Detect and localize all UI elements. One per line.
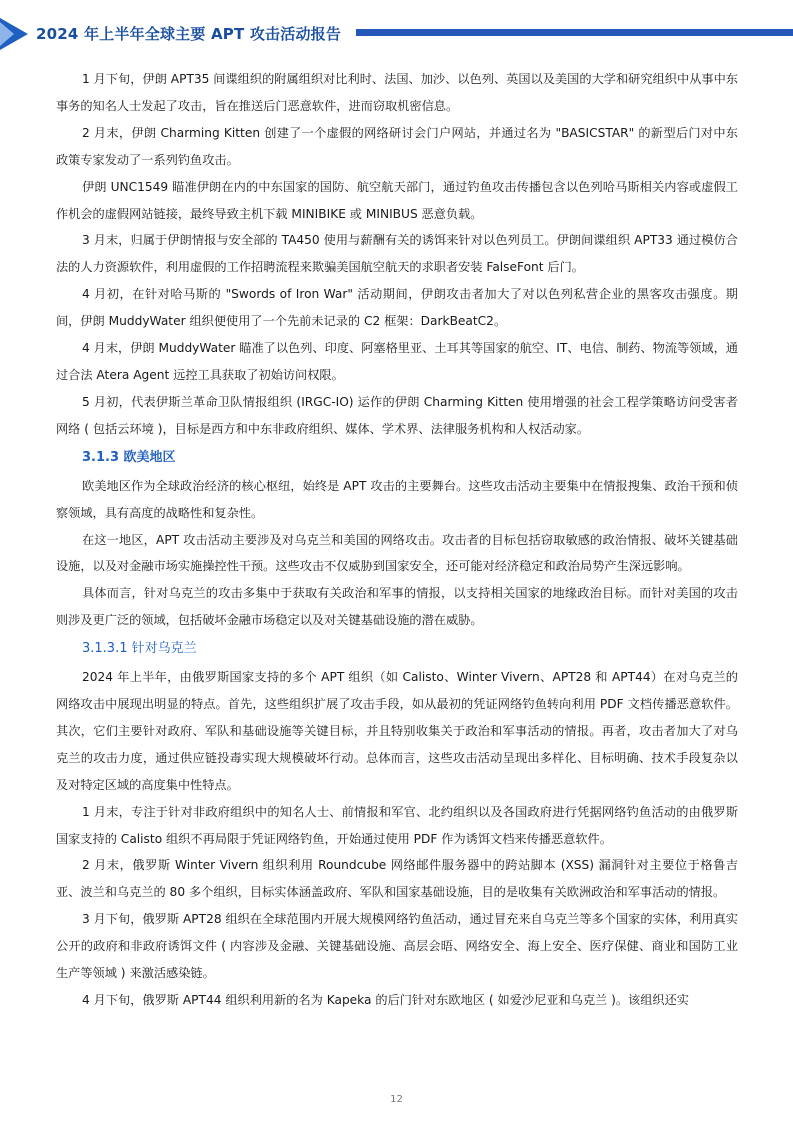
paragraph: 5 月初，代表伊斯兰革命卫队情报组织 (IRGC-IO) 运作的伊朗 Charming Kitten 使用增强的社会工程学策略访问受害者网络 ( 包括云环境 )，目标是西方和中东非政府组织、媒体、学术界、法律服务机构和人权活动家。 — [56, 394, 738, 436]
subsection-heading: 3.1.3.1 针对乌克兰 — [82, 641, 197, 657]
page-body — [56, 66, 738, 1014]
paragraph: 伊朗 UNC1549 瞄准伊朗在内的中东国家的国防、航空航天部门，通过钓鱼攻击传播包含以色列哈马斯相关内容或虚假工作机会的虚假网站链接，最终导致主机下载 MINIBIKE 或 MINIBUS 恶意负载。 — [56, 179, 738, 221]
paragraph: 1 月下旬，伊朗 APT35 间谍组织的附属组织对比利时、法国、加沙、以色列、英国以及美国的大学和研究组织中从事中东事务的知名人士发起了攻击，旨在推送后门恶意软件，进而窃取机密信息。 — [56, 72, 738, 113]
header-rule — [356, 29, 793, 36]
paragraph: 具体而言，针对乌克兰的攻击多集中于获取有关政治和军事的情报，以支持相关国家的地缘政治目标。而针对美国的攻击则涉及更广泛的领域，包括破坏金融市场稳定以及对关键基础设施的潜在威胁。 — [56, 586, 738, 628]
paragraph: 2 月末，伊朗 Charming Kitten 创建了一个虚假的网络研讨会门户网站，并通过名为 "BASICSTAR" 的新型后门对中东政策专家发动了一系列钓鱼攻击。 — [56, 125, 738, 167]
paragraph: 3 月末，归属于伊朗情报与安全部的 TA450 使用与薪酬有关的诱饵来针对以色列员工。伊朗间谍组织 APT33 通过模仿合法的人力资源软件，利用虚假的工作招聘流程来欺骗美国航空航天的求职者安装 FalseFont 后门。 — [56, 233, 738, 275]
report-title: 2024 年上半年全球主要 APT 攻击活动报告 — [36, 25, 342, 43]
header-arrow-highlight-icon — [0, 22, 14, 46]
paragraph: 4 月末，伊朗 MuddyWater 瞄准了以色列、印度、阿塞格里亚、土耳其等国家的航空、IT、电信、制药、物流等领域，通过合法 Atera Agent 远控工具获取了初始访问权限。 — [56, 341, 738, 382]
paragraph: 4 月下旬，俄罗斯 APT44 组织利用新的名为 Kapeka 的后门针对东欧地区 ( 如爱沙尼亚和乌克兰 )。该组织还实 — [82, 993, 689, 1007]
paragraph: 2024 年上半年，由俄罗斯国家支持的多个 APT 组织（如 Calisto、Winter Vivern、APT28 和 APT44）在对乌克兰的网络攻击中展现出明显的特点。首先，这些组织扩展了攻击手段，如从最初的凭证网络钓鱼转向利用 PDF 文档传播恶意软件。其次，它们主要针对政府、军队和基础设施等关键目标，并且特别收集关于政治和军事活动的情报。再者，攻击者加大了对乌克兰的攻击力度，通过供应链投毒实现大规模破坏行动。总体而言，这些攻击活动呈现出多样化、目标明确、技术手段复杂以及对特定区域的高度集中性特点。 — [56, 670, 738, 792]
paragraph: 1 月末，专注于针对非政府组织中的知名人士、前情报和军官、北约组织以及各国政府进行凭据网络钓鱼活动的由俄罗斯国家支持的 Calisto 组织不再局限于凭证网络钓鱼，开始通过使用 PDF 作为诱饵文档来传播恶意软件。 — [56, 804, 738, 846]
section-heading: 3.1.3 欧美地区 — [82, 449, 176, 465]
page-number: 12 — [390, 1094, 403, 1105]
paragraph: 2 月末，俄罗斯 Winter Vivern 组织利用 Roundcube 网络邮件服务器中的跨站脚本 (XSS) 漏洞针对主要位于格鲁吉亚、波兰和乌克兰的 80 多个组织，目标实体涵盖政府、军队和国家基础设施，目的是收集有关欧洲政治和军事活动的情报。 — [56, 858, 738, 900]
paragraph: 4 月初，在针对哈马斯的 "Swords of Iron War" 活动期间，伊朗攻击者加大了对以色列私营企业的黑客攻击强度。期间，伊朗 MuddyWater 组织便使用了一个先前未记录的 C2 框架：DarkBeatC2。 — [56, 287, 738, 329]
paragraph: 在这一地区，APT 攻击活动主要涉及对乌克兰和美国的网络攻击。攻击者的目标包括窃取敏感的政治情报、破坏关键基础设施，以及对金融市场实施操控性干预。这些攻击不仅威胁到国家安全，还可能对经济稳定和政治局势产生深远影响。 — [56, 532, 738, 574]
paragraph: 3 月下旬，俄罗斯 APT28 组织在全球范围内开展大规模网络钓鱼活动，通过冒充来自乌克兰等多个国家的实体，利用真实公开的政府和非政府诱饵文件 ( 内容涉及金融、关键基础设施、高层会晤、网络安全、海上安全、医疗保健、商业和国防工业生产等领域 ) 来激活感染链。 — [56, 912, 738, 981]
page-header — [0, 18, 793, 50]
paragraph: 欧美地区作为全球政治经济的核心枢纽，始终是 APT 攻击的主要舞台。这些攻击活动主要集中在情报搜集、政治干预和侦察领域，具有高度的战略性和复杂性。 — [56, 478, 738, 520]
